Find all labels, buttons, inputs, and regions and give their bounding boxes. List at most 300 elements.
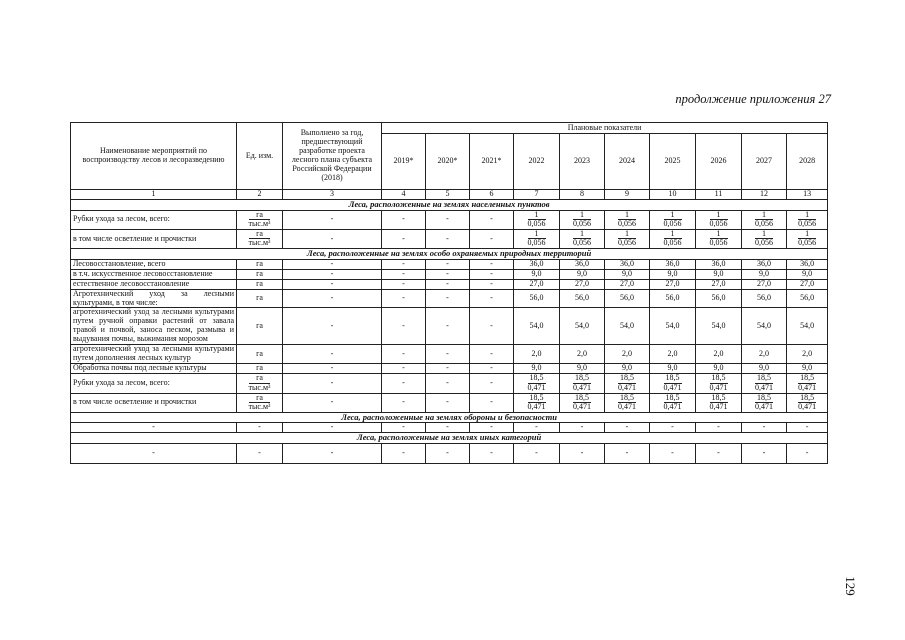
row-plan-value: 36,0: [514, 259, 560, 269]
row-2021: -: [470, 229, 514, 248]
row-plan-value: [787, 210, 828, 229]
row-plan-value: 9,0: [650, 364, 696, 374]
value-fraction-top: 18,5: [665, 392, 680, 402]
value-fraction-top: 18,5: [757, 392, 771, 402]
row-plan-value: 36,0: [650, 259, 696, 269]
row-plan-value: 54,0: [650, 308, 696, 345]
value-fraction: [755, 394, 773, 412]
row-done: -: [283, 393, 382, 412]
value-fraction: [618, 394, 636, 412]
row-unit: -: [237, 443, 283, 463]
value-fraction: [573, 211, 591, 229]
value-fraction: [618, 374, 636, 392]
value-fraction-bottom: 0,056: [798, 218, 817, 228]
row-plan-value: 56,0: [605, 289, 650, 308]
value-fraction-top: 18,5: [620, 373, 634, 383]
row-done: -: [283, 443, 382, 463]
row-plan-value: [650, 393, 696, 412]
column-number: 10: [650, 190, 696, 200]
row-plan-value: [650, 374, 696, 393]
row-name: в т.ч. искусственное лесовосстановление: [71, 269, 237, 279]
row-2019: -: [382, 259, 426, 269]
value-fraction-bottom: 0,471: [573, 401, 591, 411]
value-fraction-bottom: 0,056: [573, 218, 591, 228]
value-fraction-bottom: 0,056: [527, 218, 546, 228]
row-plan-value: [560, 374, 605, 393]
value-fraction-bottom: 0,056: [618, 218, 636, 228]
row-plan-value: -: [605, 423, 650, 433]
row-plan-value: [696, 374, 742, 393]
row-2021: -: [470, 374, 514, 393]
value-fraction: [618, 211, 636, 229]
row-2021: -: [470, 423, 514, 433]
row-name: -: [71, 423, 237, 433]
value-fraction: [528, 230, 546, 248]
column-number: 11: [696, 190, 742, 200]
unit-fraction-bottom: тыс.м³: [248, 238, 271, 248]
value-fraction-top: 1: [573, 230, 591, 239]
column-number: 4: [382, 190, 426, 200]
header-plan: Плановые показатели: [382, 123, 828, 134]
row-2019: -: [382, 210, 426, 229]
row-name: Обработка почвы под лесные культуры: [71, 364, 237, 374]
value-fraction-bottom: 0,471: [663, 382, 682, 392]
row-unit: -: [237, 423, 283, 433]
row-name: Рубки ухода за лесом, всего:: [71, 210, 237, 229]
table-row: [71, 443, 828, 463]
unit-fraction-top: га: [249, 211, 271, 220]
page-number: 129: [842, 576, 858, 596]
value-fraction-bottom: 0,471: [527, 382, 546, 392]
row-plan-value: [650, 229, 696, 248]
value-fraction: [618, 230, 636, 248]
unit-fraction-top: га: [249, 394, 271, 403]
table-row: [71, 210, 828, 229]
row-plan-value: [560, 210, 605, 229]
value-fraction-top: 1: [528, 211, 546, 220]
row-done: -: [283, 210, 382, 229]
column-number: 6: [470, 190, 514, 200]
row-plan-value: [605, 229, 650, 248]
row-done: -: [283, 364, 382, 374]
row-plan-value: 54,0: [514, 308, 560, 345]
row-plan-value: 36,0: [696, 259, 742, 269]
value-fraction-top: 1: [664, 211, 682, 220]
table-row: [71, 393, 828, 412]
row-unit: га: [237, 308, 283, 345]
row-plan-value: [787, 393, 828, 412]
row-plan-value: [514, 229, 560, 248]
row-plan-value: [787, 374, 828, 393]
row-2021: -: [470, 308, 514, 345]
value-fraction-bottom: 0,056: [618, 238, 636, 248]
row-plan-value: 56,0: [650, 289, 696, 308]
row-2019: -: [382, 443, 426, 463]
forest-plan-table: [70, 122, 828, 464]
row-plan-value: [514, 210, 560, 229]
row-plan-value: 56,0: [742, 289, 787, 308]
row-unit: га: [237, 259, 283, 269]
row-plan-value: 56,0: [696, 289, 742, 308]
value-fraction-bottom: 0,056: [709, 218, 728, 228]
column-number: 12: [742, 190, 787, 200]
row-plan-value: 27,0: [514, 279, 560, 289]
value-fraction: [664, 374, 682, 392]
value-fraction-bottom: 0,471: [755, 401, 773, 411]
row-plan-value: [560, 229, 605, 248]
row-plan-value: 9,0: [514, 269, 560, 279]
row-2021: -: [470, 345, 514, 364]
table-row: [71, 345, 828, 364]
row-2020: -: [426, 374, 470, 393]
row-2020: -: [426, 269, 470, 279]
value-fraction-bottom: 0,471: [798, 401, 817, 411]
value-fraction: [528, 394, 546, 412]
row-plan-value: 27,0: [605, 279, 650, 289]
section-title: Леса, расположенные на землях обороны и безопасности: [71, 412, 828, 423]
continuation-title: продолжение приложения 27: [675, 92, 831, 106]
header-year: 2026: [696, 134, 742, 190]
unit-fraction-top: га: [249, 230, 271, 239]
row-name: агротехнический уход за лесными культурами путем ручной оправки растений от завала травой и почвой, заноса песком, размыва и выдувания почвы, выжимания морозом: [71, 308, 237, 345]
value-fraction-top: 18,5: [800, 392, 815, 402]
row-2020: -: [426, 393, 470, 412]
row-plan-value: -: [560, 423, 605, 433]
value-fraction-bottom: 0,056: [755, 238, 773, 248]
row-2021: -: [470, 259, 514, 269]
column-number: 2: [237, 190, 283, 200]
row-plan-value: 56,0: [787, 289, 828, 308]
header-unit: Ед. изм.: [237, 123, 283, 190]
row-unit: га: [237, 279, 283, 289]
column-number: 3: [283, 190, 382, 200]
value-fraction-top: 18,5: [529, 373, 544, 383]
value-fraction-top: 18,5: [575, 373, 589, 383]
unit-fraction: [249, 230, 271, 248]
table-row: [71, 229, 828, 248]
row-plan-value: 9,0: [787, 364, 828, 374]
column-number: 9: [605, 190, 650, 200]
row-plan-value: -: [605, 443, 650, 463]
row-plan-value: [605, 210, 650, 229]
row-2021: -: [470, 364, 514, 374]
table-row: [71, 364, 828, 374]
row-2019: -: [382, 229, 426, 248]
value-fraction-top: 1: [755, 211, 773, 220]
row-unit: [237, 210, 283, 229]
row-2021: -: [470, 279, 514, 289]
value-fraction-bottom: 0,056: [798, 238, 817, 248]
row-2019: -: [382, 289, 426, 308]
row-plan-value: 27,0: [787, 279, 828, 289]
unit-fraction-bottom: тыс.м³: [248, 401, 271, 411]
row-plan-value: 9,0: [560, 269, 605, 279]
row-plan-value: 27,0: [696, 279, 742, 289]
row-name: в том числе осветление и прочистки: [71, 229, 237, 248]
row-plan-value: 2,0: [605, 345, 650, 364]
value-fraction-bottom: 0,056: [527, 238, 546, 248]
row-plan-value: 2,0: [650, 345, 696, 364]
row-plan-value: [514, 393, 560, 412]
row-done: -: [283, 374, 382, 393]
header-year: 2019*: [382, 134, 426, 190]
row-plan-value: -: [742, 443, 787, 463]
table-row: [71, 279, 828, 289]
row-plan-value: [696, 393, 742, 412]
row-2021: -: [470, 210, 514, 229]
row-2021: -: [470, 393, 514, 412]
value-fraction: [528, 211, 546, 229]
row-2020: -: [426, 289, 470, 308]
value-fraction: [710, 374, 728, 392]
row-plan-value: 56,0: [514, 289, 560, 308]
row-plan-value: 56,0: [560, 289, 605, 308]
value-fraction: [755, 374, 773, 392]
row-done: -: [283, 269, 382, 279]
row-name: Рубки ухода за лесом, всего:: [71, 374, 237, 393]
header-year: 2021*: [470, 134, 514, 190]
value-fraction-bottom: 0,471: [755, 382, 773, 392]
value-fraction: [798, 374, 816, 392]
row-unit: га: [237, 345, 283, 364]
row-plan-value: 54,0: [605, 308, 650, 345]
header-done: Выполнено за год, предшествующий разработке проекта лесного плана субъекта Российской Федерации (2018): [283, 123, 382, 190]
row-2021: -: [470, 443, 514, 463]
row-plan-value: 36,0: [742, 259, 787, 269]
row-2020: -: [426, 229, 470, 248]
row-plan-value: 27,0: [650, 279, 696, 289]
row-2021: -: [470, 269, 514, 279]
value-fraction: [573, 230, 591, 248]
value-fraction: [664, 394, 682, 412]
row-done: -: [283, 423, 382, 433]
unit-fraction: [249, 211, 271, 229]
row-unit: га: [237, 269, 283, 279]
header-year: 2024: [605, 134, 650, 190]
value-fraction-bottom: 0,056: [709, 238, 728, 248]
unit-fraction-top: га: [249, 374, 271, 383]
row-plan-value: 9,0: [514, 364, 560, 374]
row-plan-value: -: [696, 443, 742, 463]
row-unit: [237, 393, 283, 412]
row-2020: -: [426, 364, 470, 374]
value-fraction-bottom: 0,056: [663, 218, 682, 228]
row-plan-value: [650, 210, 696, 229]
value-fraction-top: 1: [618, 211, 636, 220]
row-plan-value: 54,0: [696, 308, 742, 345]
value-fraction-top: 1: [573, 211, 591, 220]
row-name: в том числе осветление и прочистки: [71, 393, 237, 412]
table-row: [71, 269, 828, 279]
value-fraction-bottom: 0,056: [573, 238, 591, 248]
row-plan-value: 36,0: [605, 259, 650, 269]
row-plan-value: 2,0: [742, 345, 787, 364]
row-plan-value: 9,0: [742, 269, 787, 279]
row-plan-value: 2,0: [787, 345, 828, 364]
table-row: [71, 308, 828, 345]
value-fraction-top: 1: [755, 230, 773, 239]
column-number: 8: [560, 190, 605, 200]
row-2020: -: [426, 308, 470, 345]
row-plan-value: 36,0: [560, 259, 605, 269]
row-plan-value: [514, 374, 560, 393]
unit-fraction: [249, 394, 271, 412]
value-fraction: [755, 230, 773, 248]
row-plan-value: -: [787, 423, 828, 433]
row-plan-value: [696, 210, 742, 229]
value-fraction-top: 1: [710, 211, 728, 220]
row-unit: [237, 229, 283, 248]
header-name: Наименование мероприятий по воспроизводству лесов и лесоразведению: [71, 123, 237, 190]
column-number: 13: [787, 190, 828, 200]
value-fraction-bottom: 0,471: [709, 382, 728, 392]
value-fraction-top: 1: [618, 230, 636, 239]
row-plan-value: [742, 393, 787, 412]
row-plan-value: -: [514, 423, 560, 433]
row-done: -: [283, 279, 382, 289]
section-title: Леса, расположенные на землях иных категорий: [71, 433, 828, 444]
row-plan-value: -: [560, 443, 605, 463]
table-row: [71, 423, 828, 433]
row-plan-value: [787, 229, 828, 248]
row-2020: -: [426, 279, 470, 289]
value-fraction-top: 1: [528, 230, 546, 239]
row-2019: -: [382, 374, 426, 393]
value-fraction: [798, 230, 816, 248]
row-done: -: [283, 345, 382, 364]
value-fraction: [798, 211, 816, 229]
value-fraction-bottom: 0,056: [663, 238, 682, 248]
value-fraction: [755, 211, 773, 229]
value-fraction-top: 1: [798, 230, 816, 239]
row-plan-value: 27,0: [560, 279, 605, 289]
value-fraction-bottom: 0,471: [618, 401, 636, 411]
unit-fraction-bottom: тыс.м³: [248, 218, 271, 228]
unit-fraction-bottom: тыс.м³: [248, 382, 271, 392]
row-plan-value: -: [650, 423, 696, 433]
row-plan-value: [605, 393, 650, 412]
value-fraction: [710, 211, 728, 229]
row-2019: -: [382, 364, 426, 374]
row-unit: га: [237, 364, 283, 374]
value-fraction-bottom: 0,471: [573, 382, 591, 392]
value-fraction-top: 18,5: [711, 373, 726, 383]
row-plan-value: 2,0: [560, 345, 605, 364]
header-year: 2020*: [426, 134, 470, 190]
row-2020: -: [426, 210, 470, 229]
row-plan-value: 9,0: [605, 364, 650, 374]
value-fraction: [664, 211, 682, 229]
value-fraction-bottom: 0,471: [709, 401, 728, 411]
row-2019: -: [382, 279, 426, 289]
row-plan-value: 9,0: [787, 269, 828, 279]
section-title: Леса, расположенные на землях особо охраняемых природных территорий: [71, 249, 828, 260]
row-plan-value: 9,0: [696, 364, 742, 374]
row-done: -: [283, 259, 382, 269]
row-2019: -: [382, 308, 426, 345]
table-row: [71, 374, 828, 393]
value-fraction-top: 18,5: [757, 373, 771, 383]
value-fraction: [573, 374, 591, 392]
value-fraction-top: 18,5: [800, 373, 815, 383]
header-year: 2023: [560, 134, 605, 190]
value-fraction-bottom: 0,471: [663, 401, 682, 411]
value-fraction-top: 1: [710, 230, 728, 239]
value-fraction: [664, 230, 682, 248]
value-fraction-bottom: 0,471: [527, 401, 546, 411]
row-plan-value: [696, 229, 742, 248]
value-fraction-top: 1: [664, 230, 682, 239]
column-number: 7: [514, 190, 560, 200]
table-row: [71, 289, 828, 308]
value-fraction: [710, 230, 728, 248]
row-plan-value: -: [787, 443, 828, 463]
value-fraction-bottom: 0,471: [618, 382, 636, 392]
value-fraction: [798, 394, 816, 412]
row-plan-value: -: [696, 423, 742, 433]
row-plan-value: -: [650, 443, 696, 463]
row-plan-value: -: [514, 443, 560, 463]
row-2019: -: [382, 345, 426, 364]
table-row: [71, 259, 828, 269]
header-year: 2022: [514, 134, 560, 190]
value-fraction-bottom: 0,471: [798, 382, 817, 392]
column-number: 5: [426, 190, 470, 200]
row-plan-value: [742, 210, 787, 229]
header-year: 2027: [742, 134, 787, 190]
row-unit: га: [237, 289, 283, 308]
row-plan-value: 9,0: [560, 364, 605, 374]
row-plan-value: 27,0: [742, 279, 787, 289]
row-plan-value: [742, 374, 787, 393]
row-2020: -: [426, 345, 470, 364]
row-plan-value: 2,0: [514, 345, 560, 364]
row-plan-value: 36,0: [787, 259, 828, 269]
row-2021: -: [470, 289, 514, 308]
value-fraction: [528, 374, 546, 392]
row-plan-value: 9,0: [696, 269, 742, 279]
value-fraction-top: 18,5: [711, 392, 726, 402]
row-name: естественное лесовосстановление: [71, 279, 237, 289]
row-2019: -: [382, 393, 426, 412]
row-2019: -: [382, 269, 426, 279]
row-plan-value: 54,0: [560, 308, 605, 345]
row-done: -: [283, 308, 382, 345]
row-plan-value: 9,0: [605, 269, 650, 279]
value-fraction: [710, 394, 728, 412]
row-2020: -: [426, 259, 470, 269]
row-name: Агротехнический уход за лесными культурами, в том числе:: [71, 289, 237, 308]
row-2020: -: [426, 423, 470, 433]
row-done: -: [283, 289, 382, 308]
row-plan-value: 54,0: [787, 308, 828, 345]
row-name: агротехнический уход за лесными культурами путем дополнения лесных культур: [71, 345, 237, 364]
value-fraction-top: 18,5: [620, 392, 634, 402]
row-2020: -: [426, 443, 470, 463]
row-plan-value: 9,0: [650, 269, 696, 279]
value-fraction: [573, 394, 591, 412]
row-plan-value: [605, 374, 650, 393]
value-fraction-top: 18,5: [665, 373, 680, 383]
row-name: -: [71, 443, 237, 463]
row-name: Лесовосстановление, всего: [71, 259, 237, 269]
section-title: Леса, расположенные на землях населенных пунктов: [71, 200, 828, 211]
row-plan-value: 9,0: [742, 364, 787, 374]
row-plan-value: [560, 393, 605, 412]
value-fraction-bottom: 0,056: [755, 218, 773, 228]
column-number: 1: [71, 190, 237, 200]
row-plan-value: [742, 229, 787, 248]
